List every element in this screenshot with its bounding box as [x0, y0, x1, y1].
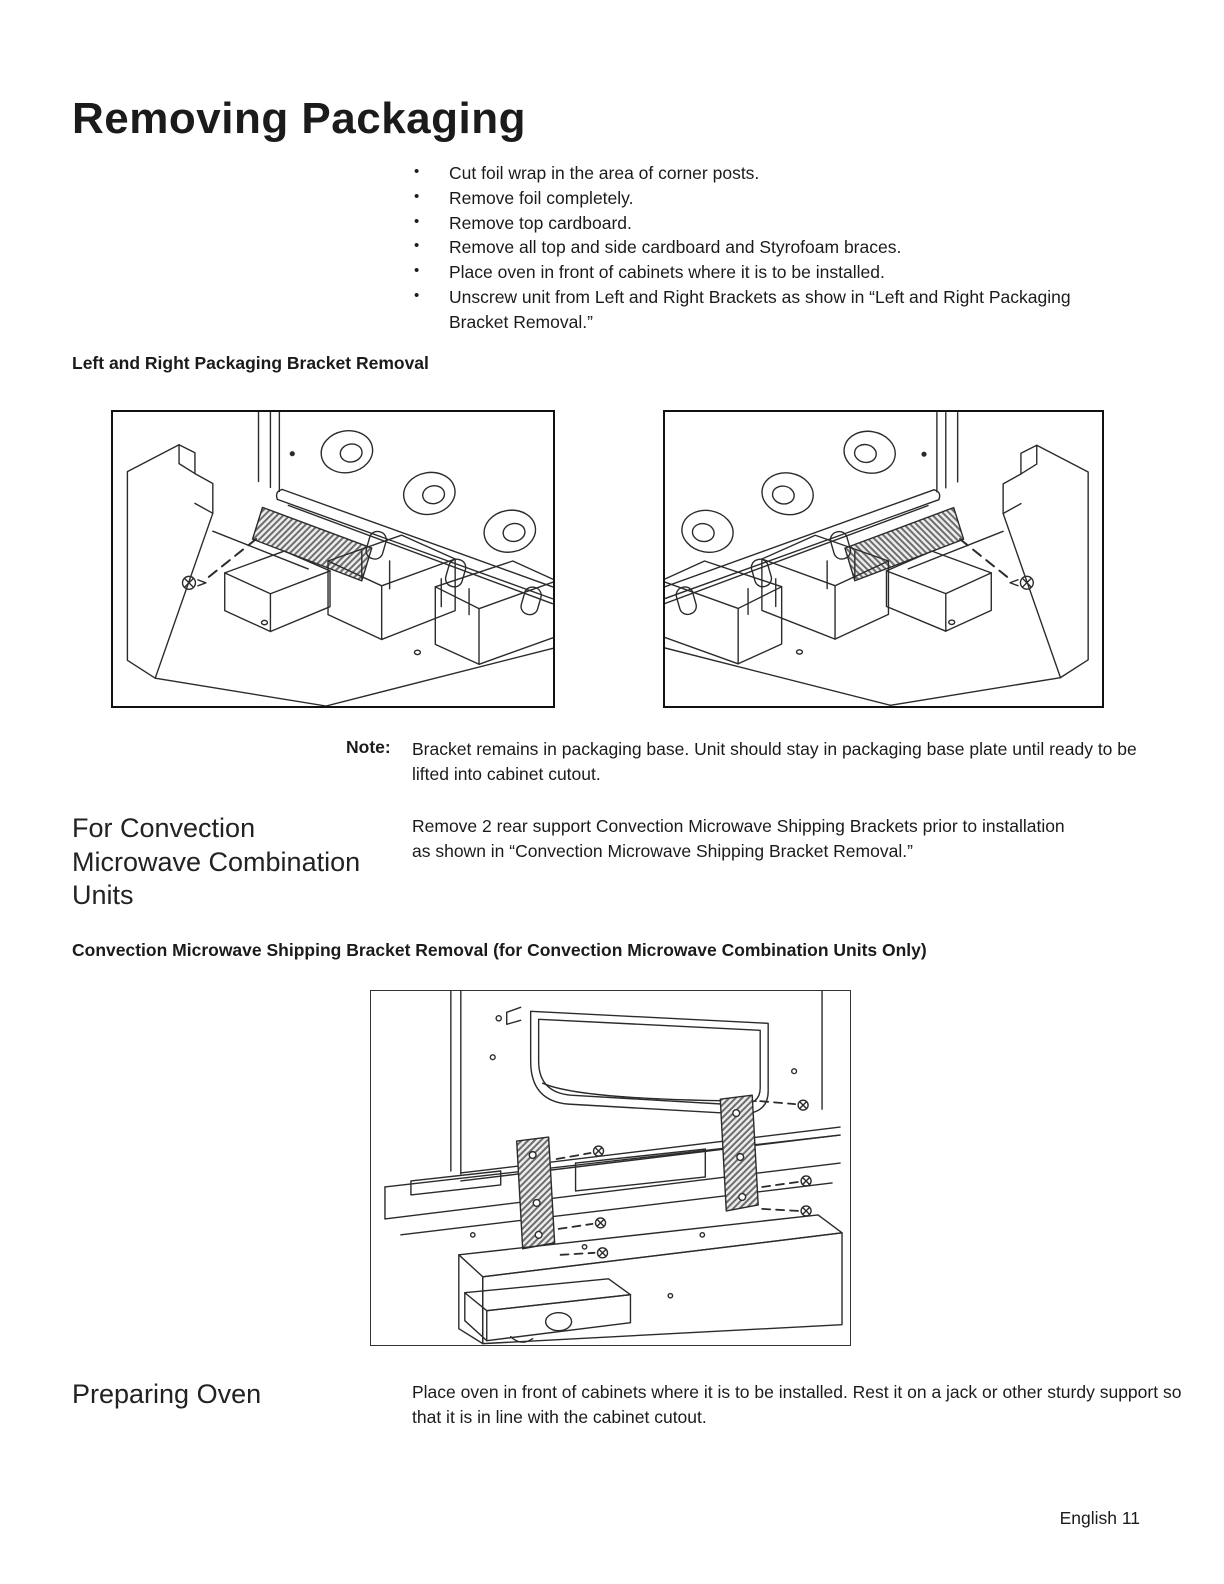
- bullet-item: [412, 211, 1072, 236]
- shipping-bracket-illustration: [371, 991, 850, 1345]
- bullet-text: Remove top cardboard.: [449, 212, 632, 233]
- heading-convection-units: For Convection Microwave Combination Units: [72, 813, 361, 910]
- bullet-marker: •: [414, 212, 420, 230]
- bullet-marker: •: [414, 187, 420, 205]
- intro-bullet-list: [412, 161, 1072, 335]
- screw-icon: [801, 1176, 811, 1186]
- note-label: Note:: [346, 737, 391, 757]
- screw-icon: [596, 1218, 606, 1228]
- right-bracket-illustration: [665, 412, 1102, 706]
- bullet-item: [412, 260, 1072, 285]
- screw-icon: [183, 576, 206, 589]
- screw-icon: [798, 1100, 808, 1110]
- page-footer: English 11: [1059, 1508, 1140, 1528]
- bullet-item: [412, 285, 1072, 335]
- page-title: Removing Packaging: [72, 94, 527, 143]
- bullet-text: Cut foil wrap in the area of corner posts.: [449, 163, 760, 183]
- bullet-marker: •: [414, 163, 420, 180]
- bullet-text: Place oven in front of cabinets where it is to be installed.: [449, 262, 885, 283]
- vent-knockout: [318, 427, 376, 477]
- note-text: Bracket remains in packaging base. Unit should stay in packaging base plate until ready to be lifted into cabinet cutout.: [412, 739, 1137, 784]
- screw-icon: [801, 1206, 811, 1216]
- bullet-text: Remove foil completely.: [449, 187, 634, 208]
- bullet-item: [412, 235, 1072, 260]
- screw-icon: [598, 1248, 608, 1258]
- vent-knockout: [481, 506, 539, 556]
- left-bracket-illustration: [113, 412, 553, 706]
- preparing-oven-body: Place oven in front of cabinets where it is to be installed. Rest it on a jack or other sturdy support so that it is in line with the cabinet cutout.: [412, 1382, 1182, 1427]
- base-tray: [465, 1279, 631, 1342]
- bullet-marker: •: [414, 286, 420, 304]
- bullet-text: Remove all top and side cardboard and Styrofoam braces.: [449, 237, 902, 258]
- bullet-item: [412, 186, 1072, 211]
- bullet-item: [412, 161, 1072, 186]
- convection-body: Remove 2 rear support Convection Microwave Shipping Brackets prior to installation as shown in “Convection Microwave Shipping Bracket Removal.”: [412, 816, 1065, 861]
- figure-convection-shipping-bracket: [370, 990, 851, 1346]
- figure-left-packaging-bracket: [111, 410, 555, 708]
- hatched-bracket: [253, 507, 372, 580]
- figure-right-packaging-bracket: [663, 410, 1104, 708]
- screw-icon: [594, 1146, 604, 1156]
- bullet-text: Unscrew unit from Left and Right Brackets as show in “Left and Right Packaging Bracket Removal.”: [449, 286, 1071, 332]
- heading-left-right-bracket-removal: Left and Right Packaging Bracket Removal: [72, 353, 429, 373]
- heading-shipping-bracket-removal: Convection Microwave Shipping Bracket Removal (for Convection Microwave Combination Units Only): [72, 940, 927, 960]
- vent-knockout: [400, 468, 458, 518]
- heading-preparing-oven: Preparing Oven: [72, 1379, 262, 1409]
- bullet-marker: •: [414, 237, 420, 255]
- bullet-marker: •: [414, 262, 420, 280]
